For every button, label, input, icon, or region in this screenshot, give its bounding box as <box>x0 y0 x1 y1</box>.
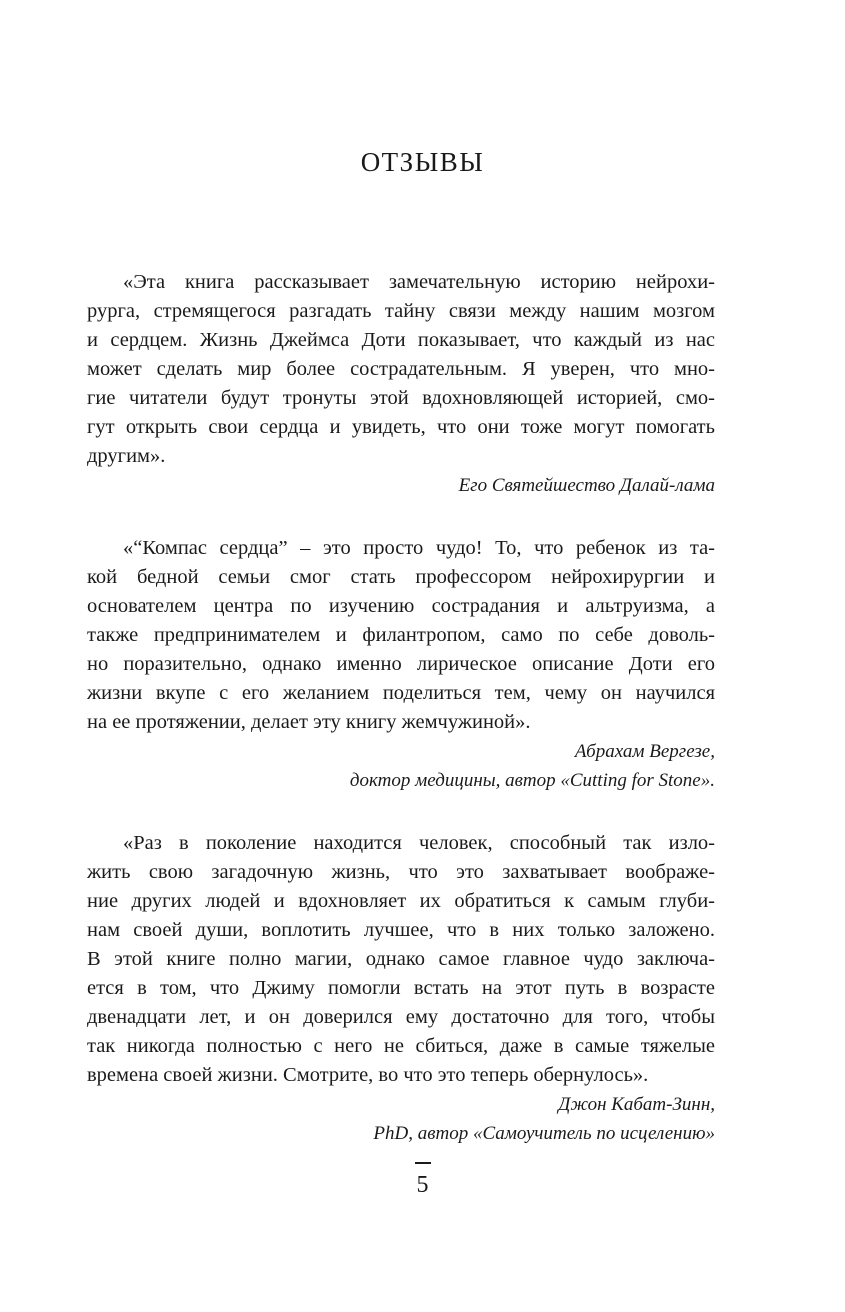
text-line: так никогда полностью с него не сбиться, даже в самые тяжелые <box>87 1035 715 1057</box>
attribution-line: Джон Кабат-Зинн, <box>558 1094 715 1115</box>
review-1-attribution <box>87 471 715 500</box>
attribution-line: доктор медицины, автор «Cutting for Stone». <box>349 770 715 791</box>
text-line: времена своей жизни. Смотрите, во что это теперь обернулось». <box>87 1064 649 1086</box>
text-line: «Эта книга рассказывает замечательную историю нейрохи- <box>123 271 715 293</box>
text-line: но поразительно, однако именно лирическое описание Доти его <box>87 653 715 675</box>
attribution-line: PhD, автор «Самоучитель по исцелению» <box>373 1123 715 1144</box>
page-title: ОТЗЫВЫ <box>360 147 485 177</box>
text-line: гут открыть свои сердца и увидеть, что они тоже могут помогать <box>87 416 715 438</box>
text-line: другим». <box>87 445 166 467</box>
text-line: ется в том, что Джиму помогли встать на этот путь в возрасте <box>87 977 715 999</box>
page-number-rule <box>415 1162 431 1164</box>
review-3 <box>87 829 715 1148</box>
text-line: и сердцем. Жизнь Джеймса Доти показывает, что каждый из нас <box>87 329 715 351</box>
text-line: может сделать мир более сострадательным. Я уверен, что мно- <box>87 358 715 380</box>
text-line: на ее протяжении, делает эту книгу жемчужиной». <box>87 711 531 733</box>
review-2-attribution <box>87 737 715 795</box>
text-line: «Раз в поколение находится человек, способный так изло- <box>123 832 715 854</box>
text-line: также предпринимателем и филантропом, само по себе доволь- <box>87 624 715 646</box>
page-number <box>0 1162 845 1199</box>
text-line: жить свою загадочную жизнь, что это захватывает воображе- <box>87 861 715 883</box>
review-2-text <box>87 534 715 737</box>
text-line: жизни вкупе с его желанием поделиться тем, чему он научился <box>87 682 715 704</box>
text-line: гие читатели будут тронуты этой вдохновляющей историей, смо- <box>87 387 715 409</box>
text-line: нам своей души, воплотить лучшее, что в них только заложено. <box>87 919 715 941</box>
text-line: В этой книге полно магии, однако самое главное чудо заключа- <box>87 948 715 970</box>
text-line: кой бедной семьи смог стать профессором нейрохирургии и <box>87 566 715 588</box>
text-line: ние других людей и вдохновляет их обратиться к самым глуби- <box>87 890 715 912</box>
text-line: двенадцати лет, и он доверился ему достаточно для того, чтобы <box>87 1006 715 1028</box>
text-line: основателем центра по изучению сострадания и альтруизма, а <box>87 595 715 617</box>
review-3-text <box>87 829 715 1090</box>
text-line: «“Компас сердца” – это просто чудо! То, что ребенок из та- <box>123 537 715 559</box>
review-1 <box>87 268 715 500</box>
attribution-line: Абрахам Вергезе, <box>574 741 715 762</box>
text-line: рурга, стремящегося разгадать тайну связи между нашим мозгом <box>87 300 715 322</box>
review-3-attribution <box>87 1090 715 1148</box>
page-number-value: 5 <box>416 1171 429 1198</box>
review-1-text <box>87 268 715 471</box>
attribution-line: Его Святейшество Далай-лама <box>458 475 715 496</box>
review-2 <box>87 534 715 795</box>
